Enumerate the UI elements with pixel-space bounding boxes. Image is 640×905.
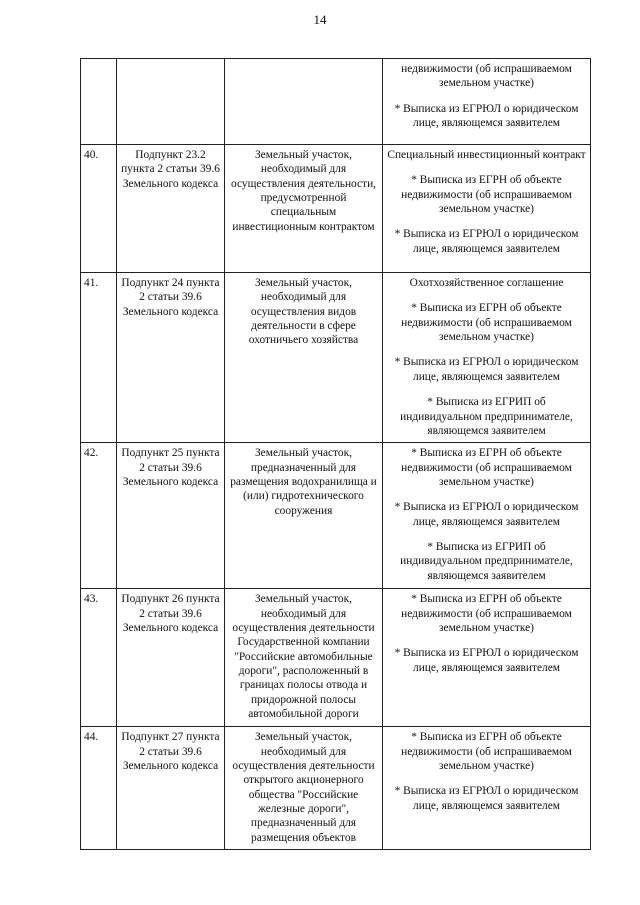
table-row [81,59,591,145]
table-row [81,443,591,589]
document-item: * Выписка из ЕГРН об объекте недвижимости (об испрашиваемом земельном участке) [401,302,572,344]
document-item: * Выписка из ЕГРЮЛ о юридическом лице, являющемся заявителем [394,501,579,528]
required-documents [383,59,591,145]
document-item: * Выписка из ЕГРН об объекте недвижимости (об испрашиваемом земельном участке) [401,593,572,634]
required-documents [383,589,591,727]
legal-basis: Подпункт 27 пункта 2 статьи 39.6 Земельного кодекса [117,727,225,850]
document-item: * Выписка из ЕГРЮЛ о юридическом лице, являющемся заявителем [394,228,579,255]
table-row [81,589,591,727]
table-body [81,59,591,850]
required-documents [383,273,591,443]
required-documents [383,727,591,850]
table-row [81,145,591,273]
legal-basis [117,59,225,145]
land-plot-purpose: Земельный участок, предназначенный для размещения водохранилища и (или) гидротехнического сооружения [225,443,383,589]
row-number: 41. [81,273,117,443]
required-documents [383,145,591,273]
land-plot-purpose: Земельный участок, необходимый для осуществления деятельности, предусмотренной специальным инвестиционным контрактом [225,145,383,273]
document-item: Специальный инвестиционный контракт [387,149,586,161]
document-item: * Выписка из ЕГРЮЛ о юридическом лице, являющемся заявителем [394,356,579,383]
row-number: 42. [81,443,117,589]
legal-basis: Подпункт 26 пункта 2 статьи 39.6 Земельного кодекса [117,589,225,727]
documents-table [80,58,591,850]
document-item: * Выписка из ЕГРН об объекте недвижимости (об испрашиваемом земельном участке) [401,447,572,488]
document-item: * Выписка из ЕГРИП об индивидуальном предпринимателе, являющемся заявителем [400,541,573,582]
legal-basis: Подпункт 24 пункта 2 статьи 39.6 Земельного кодекса [117,273,225,443]
document-item: * Выписка из ЕГРН об объекте недвижимости (об испрашиваемом земельном участке) [401,174,572,216]
row-number: 43. [81,589,117,727]
legal-basis: Подпункт 25 пункта 2 статьи 39.6 Земельного кодекса [117,443,225,589]
row-number: 44. [81,727,117,850]
row-number [81,59,117,145]
document-item: недвижимости (об испрашиваемом земельном участке) [401,63,572,90]
land-plot-purpose [225,59,383,145]
table-row [81,273,591,443]
document-item: * Выписка из ЕГРЮЛ о юридическом лице, являющемся заявителем [394,102,579,130]
row-number: 40. [81,145,117,273]
page-number: 14 [313,12,327,27]
legal-basis: Подпункт 23.2 пункта 2 статьи 39.6 Земельного кодекса [117,145,225,273]
document-item: * Выписка из ЕГРИП об индивидуальном предпринимателе, являющемся заявителем [400,396,573,437]
land-plot-purpose: Земельный участок, необходимый для осуществления видов деятельности в сфере охотничьего хозяйства [225,273,383,443]
document-item: * Выписка из ЕГРЮЛ о юридическом лице, являющемся заявителем [394,785,579,812]
document-item: * Выписка из ЕГРЮЛ о юридическом лице, являющемся заявителем [394,647,579,674]
document-item: Охотхозяйственное соглашение [409,277,564,289]
land-plot-purpose: Земельный участок, необходимый для осуществления деятельности открытого акционерного общества "Российские железные дороги", предназначенный для размещения объектов [225,727,383,850]
document-item: * Выписка из ЕГРН об объекте недвижимости (об испрашиваемом земельном участке) [401,731,572,772]
land-plot-purpose: Земельный участок, необходимый для осуществления деятельности Государственной компании "Российские автомобильные дороги", расположенный в границах полосы отвода и придорожной полосы автомобильной дороги [225,589,383,727]
table-row [81,727,591,850]
required-documents [383,443,591,589]
